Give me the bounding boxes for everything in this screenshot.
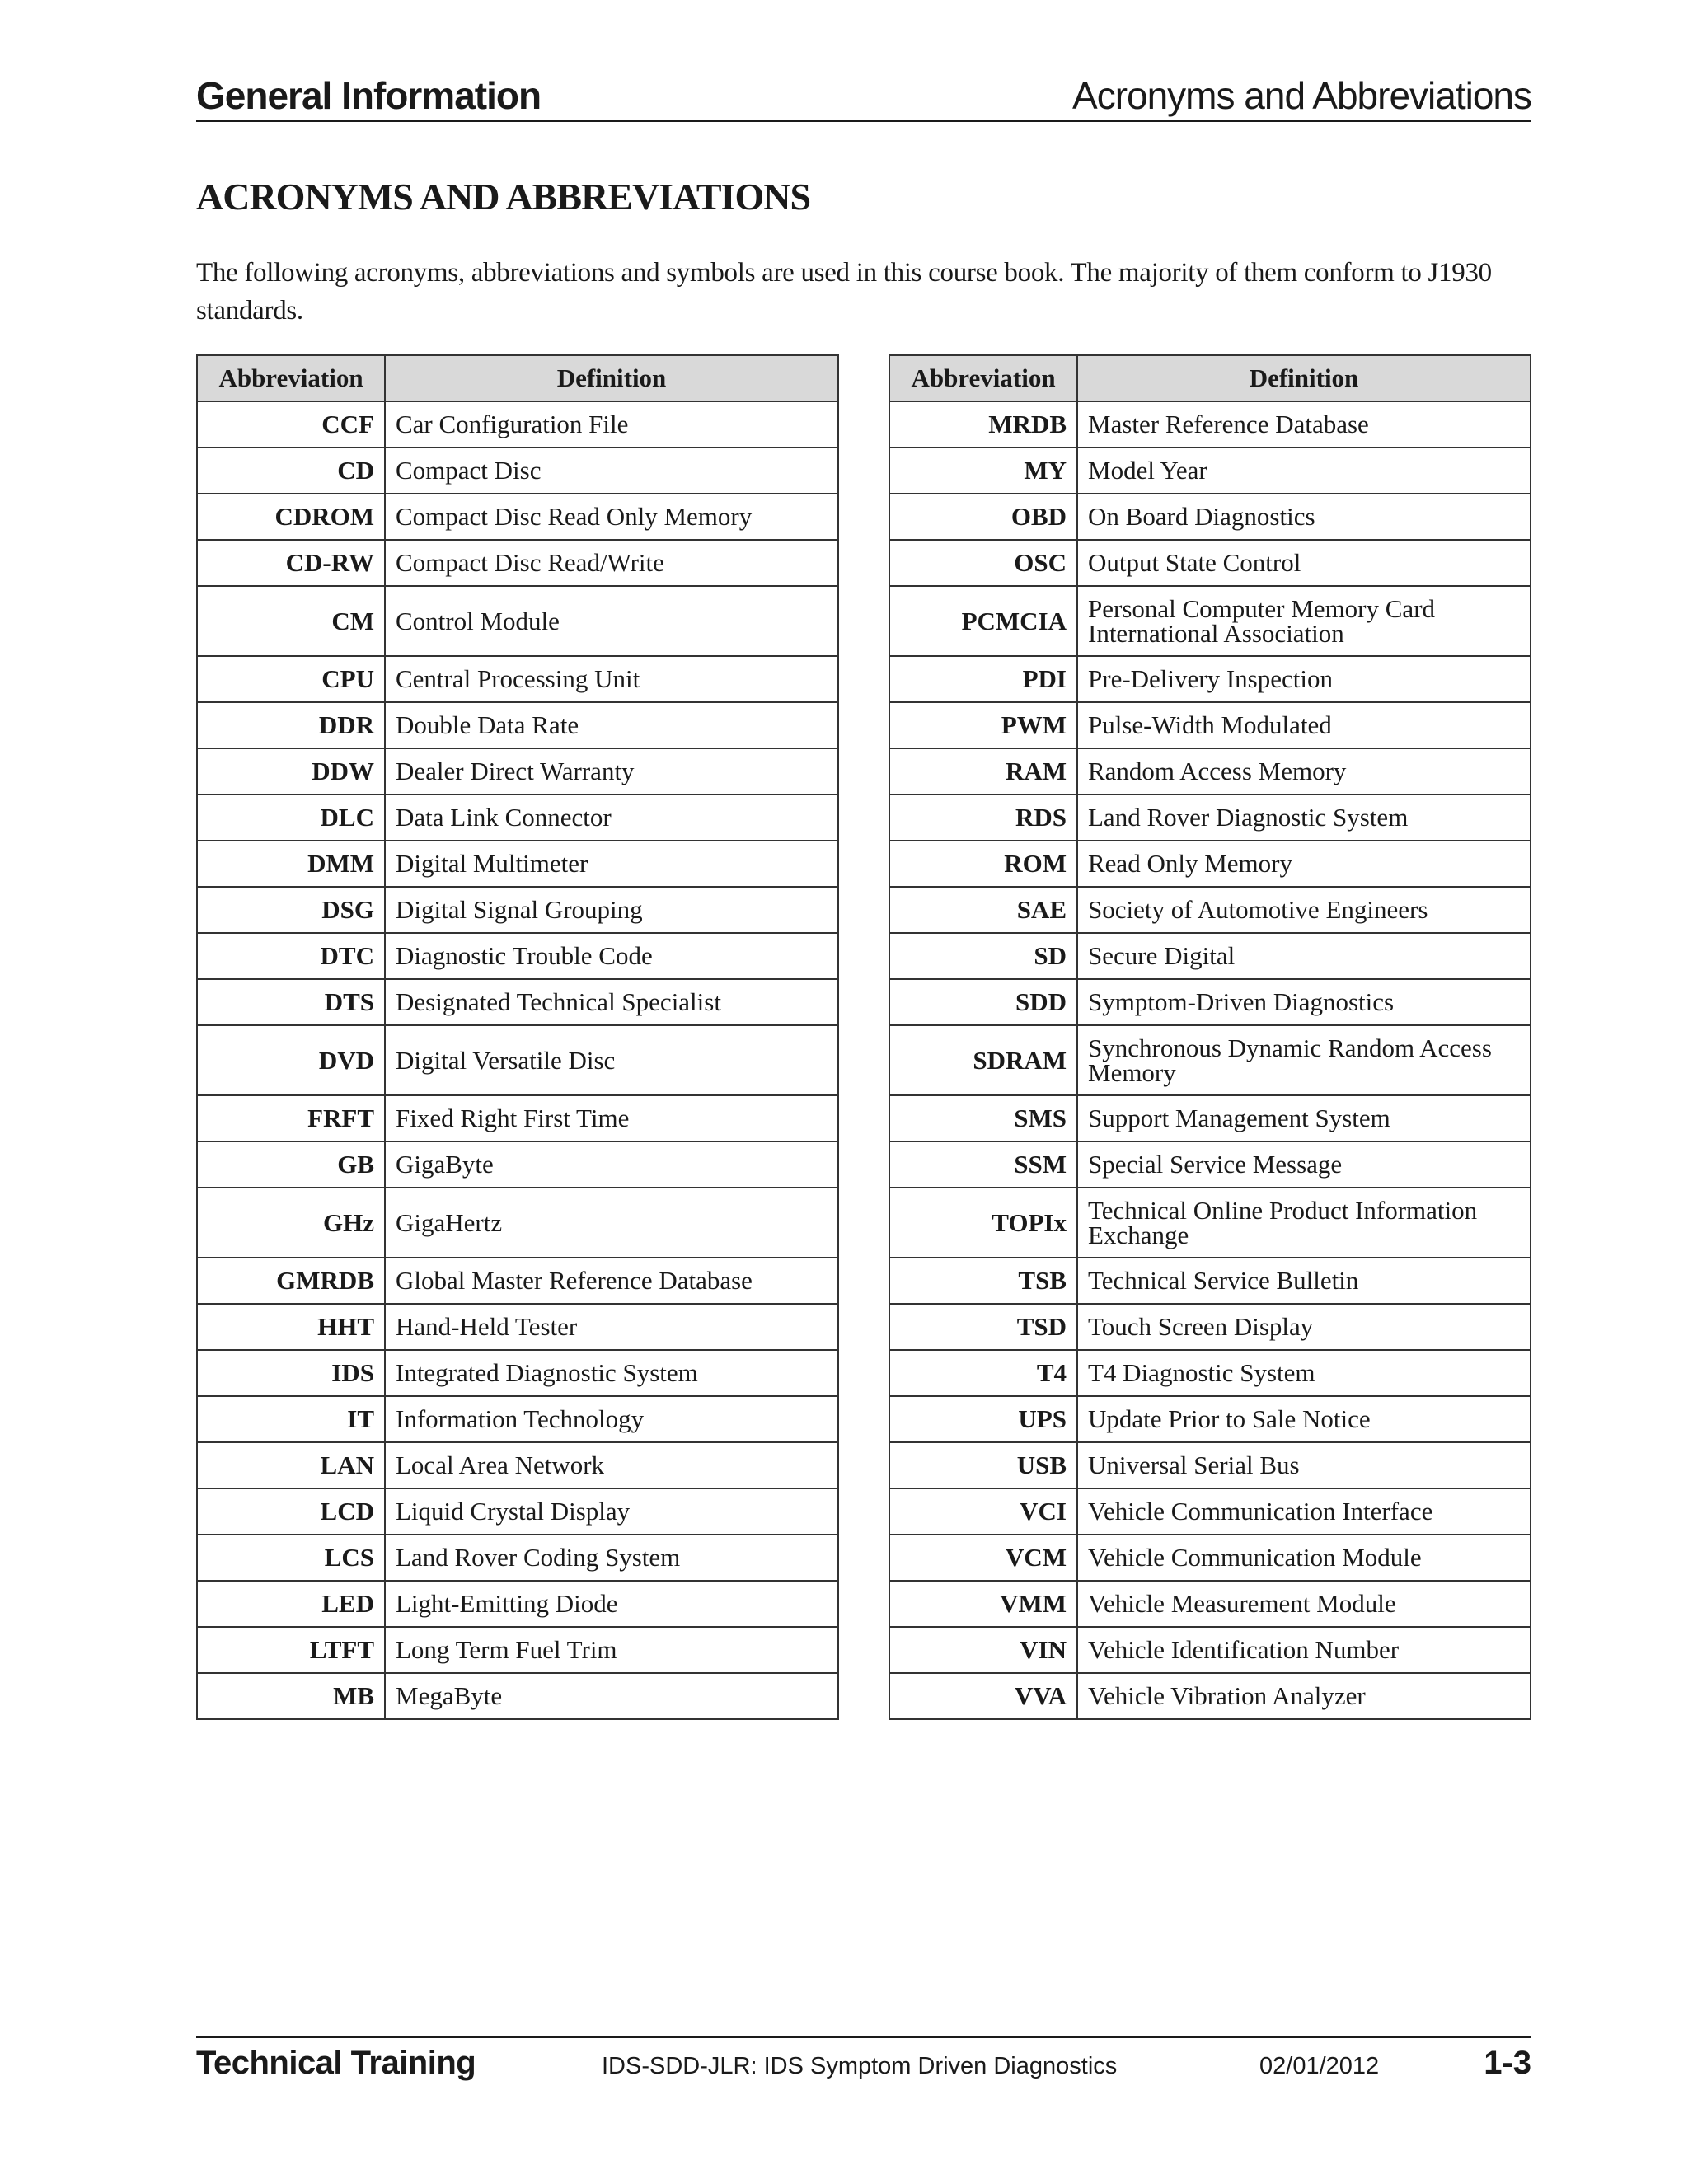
abbreviation-cell: CDROM xyxy=(197,494,385,540)
definition-cell: Secure Digital xyxy=(1077,933,1531,979)
table-row xyxy=(197,1095,838,1141)
abbreviation-cell: VVA xyxy=(889,1673,1077,1719)
abbreviation-cell: IDS xyxy=(197,1350,385,1396)
abbreviation-cell: DDR xyxy=(197,702,385,748)
abbreviation-cell: LAN xyxy=(197,1442,385,1488)
table-row xyxy=(889,794,1531,841)
definition-cell: Dealer Direct Warranty xyxy=(385,748,838,794)
abbreviation-cell: TOPIx xyxy=(889,1188,1077,1258)
definition-cell: Model Year xyxy=(1077,448,1531,494)
definition-cell: Pre-Delivery Inspection xyxy=(1077,656,1531,702)
definition-cell: Land Rover Coding System xyxy=(385,1535,838,1581)
table-header-row xyxy=(889,355,1531,401)
definition-cell: Light-Emitting Diode xyxy=(385,1581,838,1627)
definition-cell: GigaHertz xyxy=(385,1188,838,1258)
abbreviation-cell: VCI xyxy=(889,1488,1077,1535)
definition-cell: Technical Online Product Information Exchange xyxy=(1077,1188,1531,1258)
table-row xyxy=(197,933,838,979)
table-row xyxy=(197,702,838,748)
table-row xyxy=(197,887,838,933)
abbreviation-cell: LCS xyxy=(197,1535,385,1581)
definition-cell: Control Module xyxy=(385,586,838,656)
abbreviation-cell: GMRDB xyxy=(197,1258,385,1304)
abbreviation-cell: TSB xyxy=(889,1258,1077,1304)
abbreviation-cell: OSC xyxy=(889,540,1077,586)
definition-cell: Fixed Right First Time xyxy=(385,1095,838,1141)
table-row xyxy=(197,540,838,586)
table-row xyxy=(889,1488,1531,1535)
table-row xyxy=(889,1535,1531,1581)
table-row xyxy=(889,586,1531,656)
table-row xyxy=(197,1535,838,1581)
table-row xyxy=(197,401,838,448)
abbreviation-cell: CD xyxy=(197,448,385,494)
table-row xyxy=(889,1141,1531,1188)
abbreviation-cell: CCF xyxy=(197,401,385,448)
definition-cell: T4 Diagnostic System xyxy=(1077,1350,1531,1396)
column-header-abbreviation: Abbreviation xyxy=(197,355,385,401)
abbreviation-cell: DDW xyxy=(197,748,385,794)
footer-course-title: IDS-SDD-JLR: IDS Symptom Driven Diagnostics xyxy=(602,2053,1118,2079)
abbreviation-cell: T4 xyxy=(889,1350,1077,1396)
abbreviation-cell: IT xyxy=(197,1396,385,1442)
abbreviation-cell: MB xyxy=(197,1673,385,1719)
table-row xyxy=(889,1095,1531,1141)
definition-cell: Synchronous Dynamic Random Access Memory xyxy=(1077,1025,1531,1095)
definition-cell: Land Rover Diagnostic System xyxy=(1077,794,1531,841)
abbreviation-cell: GHz xyxy=(197,1188,385,1258)
definition-cell: Car Configuration File xyxy=(385,401,838,448)
table-row xyxy=(889,1673,1531,1719)
abbreviation-cell: GB xyxy=(197,1141,385,1188)
page-footer xyxy=(196,2036,1531,2088)
table-row xyxy=(889,656,1531,702)
abbreviation-cell: UPS xyxy=(889,1396,1077,1442)
abbreviation-cell: SSM xyxy=(889,1141,1077,1188)
definition-cell: MegaByte xyxy=(385,1673,838,1719)
definition-cell: Pulse-Width Modulated xyxy=(1077,702,1531,748)
footer-date: 02/01/2012 xyxy=(1259,2053,1380,2079)
table-row xyxy=(889,1025,1531,1095)
definition-cell: Read Only Memory xyxy=(1077,841,1531,887)
definition-cell: On Board Diagnostics xyxy=(1077,494,1531,540)
definition-cell: Personal Computer Memory Card International Association xyxy=(1077,586,1531,656)
definition-cell: Update Prior to Sale Notice xyxy=(1077,1396,1531,1442)
definition-cell: Double Data Rate xyxy=(385,702,838,748)
table-row xyxy=(889,1627,1531,1673)
column-header-definition: Definition xyxy=(1077,355,1531,401)
definition-cell: Compact Disc Read Only Memory xyxy=(385,494,838,540)
table-row xyxy=(197,1673,838,1719)
definition-cell: Vehicle Communication Module xyxy=(1077,1535,1531,1581)
abbreviation-cell: DMM xyxy=(197,841,385,887)
definition-cell: Digital Versatile Disc xyxy=(385,1025,838,1095)
page-title: ACRONYMS AND ABBREVIATIONS xyxy=(196,176,811,218)
table-row xyxy=(197,979,838,1025)
definition-cell: Society of Automotive Engineers xyxy=(1077,887,1531,933)
table-row xyxy=(889,448,1531,494)
header-section-title: General Information xyxy=(196,74,542,117)
abbreviation-cell: SAE xyxy=(889,887,1077,933)
definition-cell: Compact Disc Read/Write xyxy=(385,540,838,586)
definition-cell: Diagnostic Trouble Code xyxy=(385,933,838,979)
abbreviation-cell: LED xyxy=(197,1581,385,1627)
abbreviation-table-right xyxy=(889,354,1531,1720)
definition-cell: Special Service Message xyxy=(1077,1141,1531,1188)
definition-cell: Vehicle Communication Interface xyxy=(1077,1488,1531,1535)
definition-cell: Vehicle Vibration Analyzer xyxy=(1077,1673,1531,1719)
header-chapter-title: Acronyms and Abbreviations xyxy=(1072,74,1531,117)
definition-cell: Vehicle Measurement Module xyxy=(1077,1581,1531,1627)
abbreviation-cell: ROM xyxy=(889,841,1077,887)
abbreviation-cell: DTC xyxy=(197,933,385,979)
definition-cell: Global Master Reference Database xyxy=(385,1258,838,1304)
abbreviation-cell: RAM xyxy=(889,748,1077,794)
abbreviation-cell: MRDB xyxy=(889,401,1077,448)
definition-cell: Master Reference Database xyxy=(1077,401,1531,448)
table-row xyxy=(889,841,1531,887)
table-row xyxy=(197,1350,838,1396)
table-row xyxy=(197,1396,838,1442)
definition-cell: Integrated Diagnostic System xyxy=(385,1350,838,1396)
definition-cell: Digital Signal Grouping xyxy=(385,887,838,933)
table-row xyxy=(197,1627,838,1673)
definition-cell: Technical Service Bulletin xyxy=(1077,1258,1531,1304)
table-row xyxy=(197,1304,838,1350)
abbreviation-cell: USB xyxy=(889,1442,1077,1488)
definition-cell: GigaByte xyxy=(385,1141,838,1188)
table-row xyxy=(197,1258,838,1304)
definition-cell: Information Technology xyxy=(385,1396,838,1442)
table-row xyxy=(889,1581,1531,1627)
table-header-row xyxy=(197,355,838,401)
definition-cell: Digital Multimeter xyxy=(385,841,838,887)
definition-cell: Symptom-Driven Diagnostics xyxy=(1077,979,1531,1025)
abbreviation-cell: LTFT xyxy=(197,1627,385,1673)
table-row xyxy=(197,656,838,702)
abbreviation-cell: CPU xyxy=(197,656,385,702)
table-row xyxy=(889,702,1531,748)
definition-cell: Liquid Crystal Display xyxy=(385,1488,838,1535)
abbreviation-cell: SD xyxy=(889,933,1077,979)
definition-cell: Designated Technical Specialist xyxy=(385,979,838,1025)
abbreviation-cell: MY xyxy=(889,448,1077,494)
abbreviation-cell: TSD xyxy=(889,1304,1077,1350)
table-row xyxy=(889,1258,1531,1304)
table-row xyxy=(889,1188,1531,1258)
abbreviation-cell: CM xyxy=(197,586,385,656)
definition-cell: Hand-Held Tester xyxy=(385,1304,838,1350)
table-row xyxy=(197,748,838,794)
table-row xyxy=(197,841,838,887)
definition-cell: Universal Serial Bus xyxy=(1077,1442,1531,1488)
table-row xyxy=(889,1396,1531,1442)
definition-cell: Random Access Memory xyxy=(1077,748,1531,794)
abbreviation-cell: HHT xyxy=(197,1304,385,1350)
abbreviation-cell: VMM xyxy=(889,1581,1077,1627)
table-row xyxy=(889,748,1531,794)
definition-cell: Support Management System xyxy=(1077,1095,1531,1141)
table-row xyxy=(889,979,1531,1025)
definition-cell: Long Term Fuel Trim xyxy=(385,1627,838,1673)
definition-cell: Compact Disc xyxy=(385,448,838,494)
definition-cell: Local Area Network xyxy=(385,1442,838,1488)
abbreviation-cell: PWM xyxy=(889,702,1077,748)
column-header-abbreviation: Abbreviation xyxy=(889,355,1077,401)
table-row xyxy=(197,494,838,540)
table-row xyxy=(197,1025,838,1095)
table-row xyxy=(197,794,838,841)
table-row xyxy=(889,887,1531,933)
definition-cell: Central Processing Unit xyxy=(385,656,838,702)
abbreviation-cell: DVD xyxy=(197,1025,385,1095)
table-row xyxy=(197,1488,838,1535)
abbreviation-cell: OBD xyxy=(889,494,1077,540)
table-row xyxy=(889,1304,1531,1350)
abbreviation-cell: DTS xyxy=(197,979,385,1025)
abbreviation-cell: CD-RW xyxy=(197,540,385,586)
definition-cell: Vehicle Identification Number xyxy=(1077,1627,1531,1673)
abbreviation-cell: DLC xyxy=(197,794,385,841)
table-row xyxy=(889,1442,1531,1488)
abbreviation-cell: PDI xyxy=(889,656,1077,702)
definition-cell: Touch Screen Display xyxy=(1077,1304,1531,1350)
definition-cell: Data Link Connector xyxy=(385,794,838,841)
table-row xyxy=(197,1188,838,1258)
page-header xyxy=(196,71,1531,122)
abbreviation-cell: RDS xyxy=(889,794,1077,841)
table-row xyxy=(197,586,838,656)
table-row xyxy=(197,1141,838,1188)
abbreviation-cell: VCM xyxy=(889,1535,1077,1581)
table-row xyxy=(889,401,1531,448)
abbreviation-cell: FRFT xyxy=(197,1095,385,1141)
table-row xyxy=(889,1350,1531,1396)
table-row xyxy=(197,1581,838,1627)
abbreviation-cell: SDRAM xyxy=(889,1025,1077,1095)
page-number: 1-3 xyxy=(1484,2045,1531,2081)
table-row xyxy=(197,1442,838,1488)
table-row xyxy=(889,540,1531,586)
definition-cell: Output State Control xyxy=(1077,540,1531,586)
abbreviation-cell: LCD xyxy=(197,1488,385,1535)
abbreviation-cell: DSG xyxy=(197,887,385,933)
abbreviation-cell: PCMCIA xyxy=(889,586,1077,656)
abbreviation-table-left xyxy=(196,354,839,1720)
table-row xyxy=(889,494,1531,540)
abbreviation-cell: SMS xyxy=(889,1095,1077,1141)
table-row xyxy=(889,933,1531,979)
footer-program-name: Technical Training xyxy=(196,2045,476,2081)
intro-paragraph: The following acronyms, abbreviations and symbols are used in this course book. The majority of them conform to J1930 standards. xyxy=(196,258,1492,326)
column-header-definition: Definition xyxy=(385,355,838,401)
abbreviation-cell: SDD xyxy=(889,979,1077,1025)
abbreviation-cell: VIN xyxy=(889,1627,1077,1673)
table-row xyxy=(197,448,838,494)
